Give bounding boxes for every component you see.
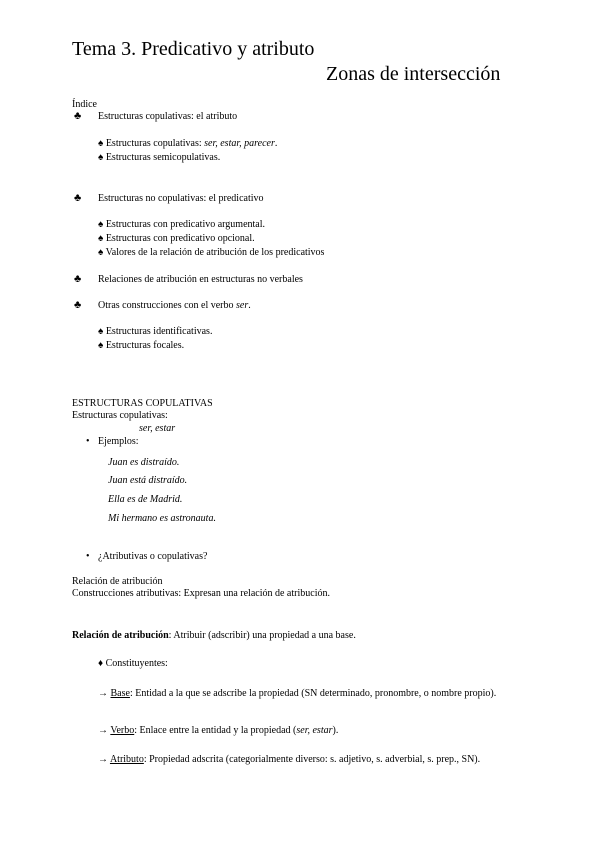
- copula-verbs: ser, estar: [139, 423, 176, 434]
- relation-definition: Relación de atribución: Atribuir (adscribir) una propiedad a una base.: [72, 630, 356, 641]
- question-text: ¿Atributivas o copulativas?: [98, 551, 208, 562]
- index-subitem: ♠ Estructuras con predicativo argumental.: [98, 219, 266, 230]
- index-item: Relaciones de atribución en estructuras no verbales: [98, 274, 303, 285]
- list-bullet-icon: •: [86, 436, 90, 447]
- section-subheading: Estructuras copulativas:: [72, 410, 168, 421]
- example-sentence: Mi hermano es astronauta.: [108, 513, 216, 524]
- atributo-definition: → Atributo: Propiedad adscrita (categorialmente diverso: s. adjetivo, s. adverbial, s. prep., SN).: [98, 754, 481, 765]
- index-item: Estructuras copulativas: el atributo: [98, 111, 238, 122]
- page-subtitle: Zonas de intersección: [326, 63, 501, 85]
- page-title: Tema 3. Predicativo y atributo: [72, 38, 315, 60]
- example-sentence: Juan está distraído.: [108, 475, 188, 486]
- index-subitem: ♠ Estructuras semicopulativas.: [98, 152, 221, 163]
- index-subitem: ♠ Valores de la relación de atribución de los predicativos: [98, 247, 325, 258]
- arrow-icon: →: [98, 688, 108, 699]
- constituents-label: ♦ Constituyentes:: [98, 658, 168, 669]
- section-heading: ESTRUCTURAS COPULATIVAS: [72, 398, 213, 409]
- club-bullet-icon: ♣: [74, 192, 82, 204]
- index-item: Estructuras no copulativas: el predicativo: [98, 193, 264, 204]
- club-bullet-icon: ♣: [74, 299, 82, 311]
- list-bullet-icon: •: [86, 551, 90, 562]
- spade-bullet-icon: ♠: [98, 219, 104, 230]
- example-sentence: Ella es de Madrid.: [108, 494, 183, 505]
- example-sentence: Juan es distraído.: [108, 457, 180, 468]
- spade-bullet-icon: ♠: [98, 138, 104, 149]
- index-subitem: ♠ Estructuras identificativas.: [98, 326, 213, 337]
- index-subitem: ♠ Estructuras copulativas: ser, estar, parecer.: [98, 138, 278, 149]
- relation-heading: Relación de atribución: [72, 576, 163, 587]
- spade-bullet-icon: ♠: [98, 340, 104, 351]
- spade-bullet-icon: ♠: [98, 152, 104, 163]
- verbo-definition: → Verbo: Enlace entre la entidad y la propiedad (ser, estar).: [98, 725, 339, 736]
- spade-bullet-icon: ♠: [98, 247, 104, 258]
- index-subitem: ♠ Estructuras focales.: [98, 340, 185, 351]
- base-definition: → Base: Entidad a la que se adscribe la propiedad (SN determinado, pronombre, o nombre propio).: [98, 688, 497, 699]
- club-bullet-icon: ♣: [74, 273, 82, 285]
- index-item: Otras construcciones con el verbo ser.: [98, 300, 251, 311]
- index-label: Índice: [72, 99, 97, 110]
- index-subitem: ♠ Estructuras con predicativo opcional.: [98, 233, 255, 244]
- relation-description: Construcciones atributivas: Expresan una relación de atribución.: [72, 588, 330, 599]
- arrow-icon: →: [98, 725, 108, 736]
- spade-bullet-icon: ♠: [98, 233, 104, 244]
- spade-bullet-icon: ♠: [98, 326, 104, 337]
- examples-label: Ejemplos:: [98, 436, 139, 447]
- arrow-icon: →: [98, 754, 108, 765]
- club-bullet-icon: ♣: [74, 110, 82, 122]
